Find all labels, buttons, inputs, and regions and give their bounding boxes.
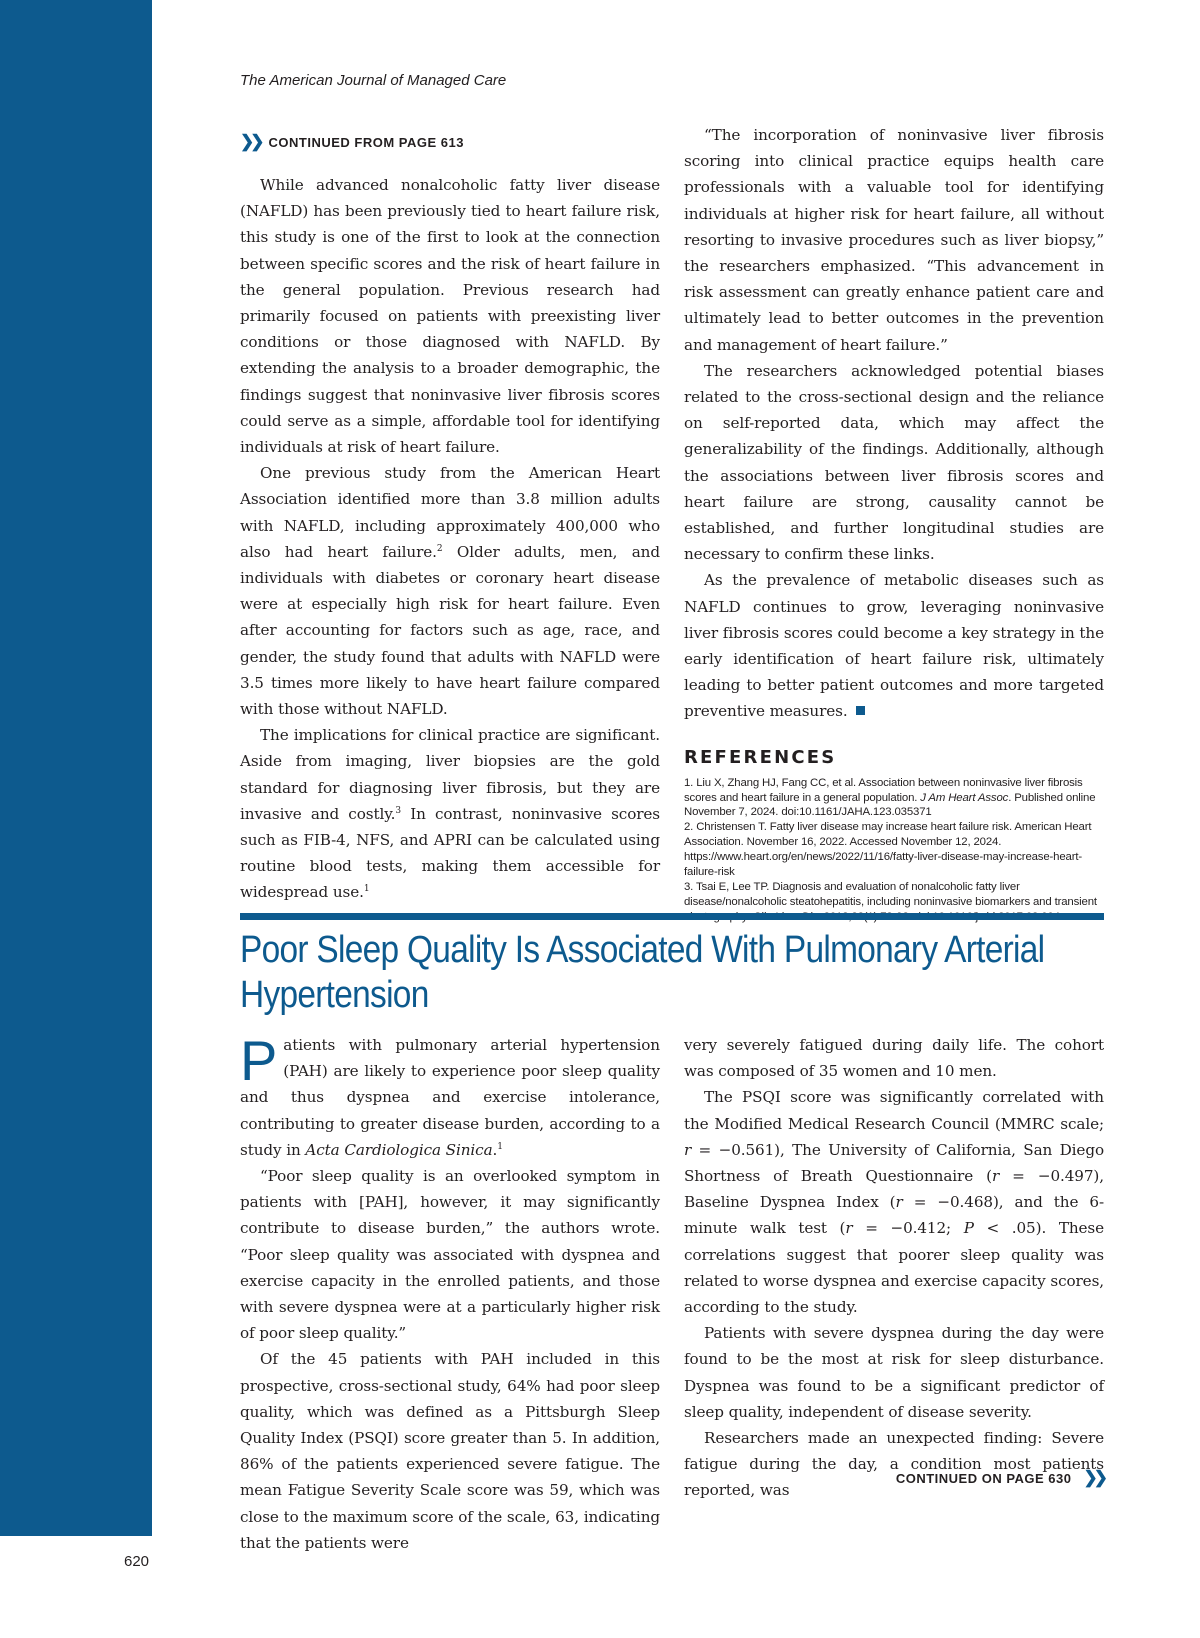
references-heading: REFERENCES: [684, 746, 837, 768]
article2-paragraph: Patients with severe dyspnea during the day were found to be the most at risk for sleep disturbance. Dyspnea was found to be a significant predictor of sleep quality, independent of disease severity.: [684, 1324, 1104, 1421]
article2-lead-paragraph: Patients with pulmonary arterial hypertension (PAH) are likely to experience poor sleep quality and thus dyspnea and exercise intolerance, contributing to greater disease burden, according to a study in Acta Cardiologica Sinica.$^1$: [240, 1029, 660, 1159]
reference-item: 1. Liu X, Zhang HJ, Fang CC, et al. Association between noninvasive liver fibrosis scores and heart failure in a general population. J Am Heart Assoc. Published online November 7, 2024. doi:10.1161/JAHA.123.035371: [684, 776, 1096, 819]
continued-from-text: CONTINUED FROM PAGE 613: [268, 134, 464, 150]
double-chevron-right-icon: ❯❯: [1083, 1468, 1104, 1487]
page-number: 620: [124, 1553, 150, 1570]
continued-from-label: [240, 132, 464, 152]
article-divider-rule: [240, 913, 1104, 920]
article1-paragraph: One previous study from the American Heart Association identified more than 3.8 million adults with NAFLD, including approximately 400,000 who also had heart failure.$^2$ Older adults, men, and individuals with diabetes or coronary heart disease were at especially high risk for heart failure. Even after accounting for factors such as age, race, and gender, the study found that adults with NAFLD were 3.5 times more likely to have heart failure compared with those without NAFLD.: [240, 464, 660, 719]
article2-right-column: [684, 1032, 1104, 1504]
article2-left-column: [240, 1029, 660, 1556]
drop-cap: P: [240, 1029, 278, 1092]
article1-quote-paragraph: “The incorporation of noninvasive liver fibrosis scoring into clinical practice equips health care professionals with a valuable tool for identifying individuals at higher risk for heart failure, all without resorting to invasive procedures such as liver biopsy,” the researchers emphasized. “This advancement in risk assessment can greatly enhance patient care and ultimately lead to better outcomes in the prevention and management of heart failure.”: [684, 126, 1104, 354]
end-of-article-square-icon: [856, 706, 865, 715]
article1-closing-paragraph: As the prevalence of metabolic diseases such as NAFLD continues to grow, leveraging noninvasive liver fibrosis scores could become a key strategy in the early identification of heart failure risk, ultimately leading to better patient outcomes and more targeted preventive measures.: [684, 571, 1104, 721]
references-list: [684, 776, 1104, 925]
article2-psqi-paragraph: The PSQI score was significantly correlated with the Modified Medical Research Council (MMRC scale; r = −0.561), The University of California, San Diego Shortness of Breath Questionnaire (r = −0.497), Baseline Dyspnea Index (r = −0.468), and the 6-minute walk test (r = −0.412; P < .05). These correlations suggest that poorer sleep quality was related to worse dyspnea and exercise capacity scores, according to the study.: [684, 1088, 1105, 1317]
article1-paragraph: The implications for clinical practice are significant. Aside from imaging, liver biopsies are the gold standard for diagnosing liver fibrosis, but they are invasive and costly.$^3$ In contrast, noninvasive scores such as FIB-4, NFS, and APRI can be calculated using routine blood tests, making them accessible for widespread use.$^1$: [240, 726, 660, 902]
continued-on-label: [896, 1468, 1104, 1488]
article1-paragraph: While advanced nonalcoholic fatty liver disease (NAFLD) has been previously tied to heart failure risk, this study is one of the first to look at the connection between specific scores and the risk of heart failure in the general population. Previous research had primarily focused on patients with preexisting liver conditions or those diagnosed with NAFLD. By extending the analysis to a broader demographic, the findings suggest that noninvasive liver fibrosis scores could serve as a simple, affordable tool for identifying individuals at risk of heart failure.: [240, 176, 660, 457]
article1-right-column: [684, 122, 1104, 925]
article2-paragraph: Researchers made an unexpected finding: Severe fatigue during the day, a condition most patients reported, was: [684, 1429, 1104, 1500]
reference-item: 3. Tsai E, Lee TP. Diagnosis and evaluation of nonalcoholic fatty liver disease/nonalcoholic steatohepatitis, including noninvasive biomarkers and transient: [684, 881, 1097, 908]
reference-item: 2. Christensen T. Fatty liver disease may increase heart failure risk. American Heart Association. November 16, 2022. Accessed November 12, 2024. https://www.heart.org/en/news/2022/11/16/fatty-liver-disease-may-increase-heart-failure-risk: [684, 821, 1092, 879]
article2-paragraph: very severely fatigued during daily life. The cohort was composed of 35 women and 10 men.: [684, 1036, 1104, 1081]
page-sidebar-band: [0, 0, 152, 1536]
article2-paragraph: Of the 45 patients with PAH included in this prospective, cross-sectional study, 64% had poor sleep quality, which was defined as a Pittsburgh Sleep Quality Index (PSQI) score greater than 5. In addition, 86% of the patients experienced severe fatigue. The mean Fatigue Severity Scale score was 59, which was close to the maximum score of the scale, 63, indicating that the patients were: [240, 1350, 660, 1552]
article1-left-column: [240, 172, 660, 906]
article2-title: Poor Sleep Quality Is Associated With Pulmonary Arterial Hypertension: [240, 929, 1045, 1016]
continued-on-text: CONTINUED ON PAGE 630: [895, 1470, 1072, 1486]
double-chevron-right-icon: ❯❯: [240, 132, 261, 151]
journal-title: The American Journal of Managed Care: [240, 72, 507, 89]
article2-paragraph: “Poor sleep quality is an overlooked symptom in patients with [PAH], however, it may significantly contribute to disease burden,” the authors wrote. “Poor sleep quality was associated with dyspnea and exercise capacity in the enrolled patients, and those with severe dyspnea were at a particularly higher risk of poor sleep quality.”: [240, 1167, 660, 1343]
article1-paragraph: The researchers acknowledged potential biases related to the cross-sectional design and the reliance on self-reported data, which may affect the generalizability of the findings. Additionally, although the associations between liver fibrosis scores and heart failure are strong, causality cannot be established, and further longitudinal studies are necessary to confirm these links.: [684, 361, 1104, 564]
